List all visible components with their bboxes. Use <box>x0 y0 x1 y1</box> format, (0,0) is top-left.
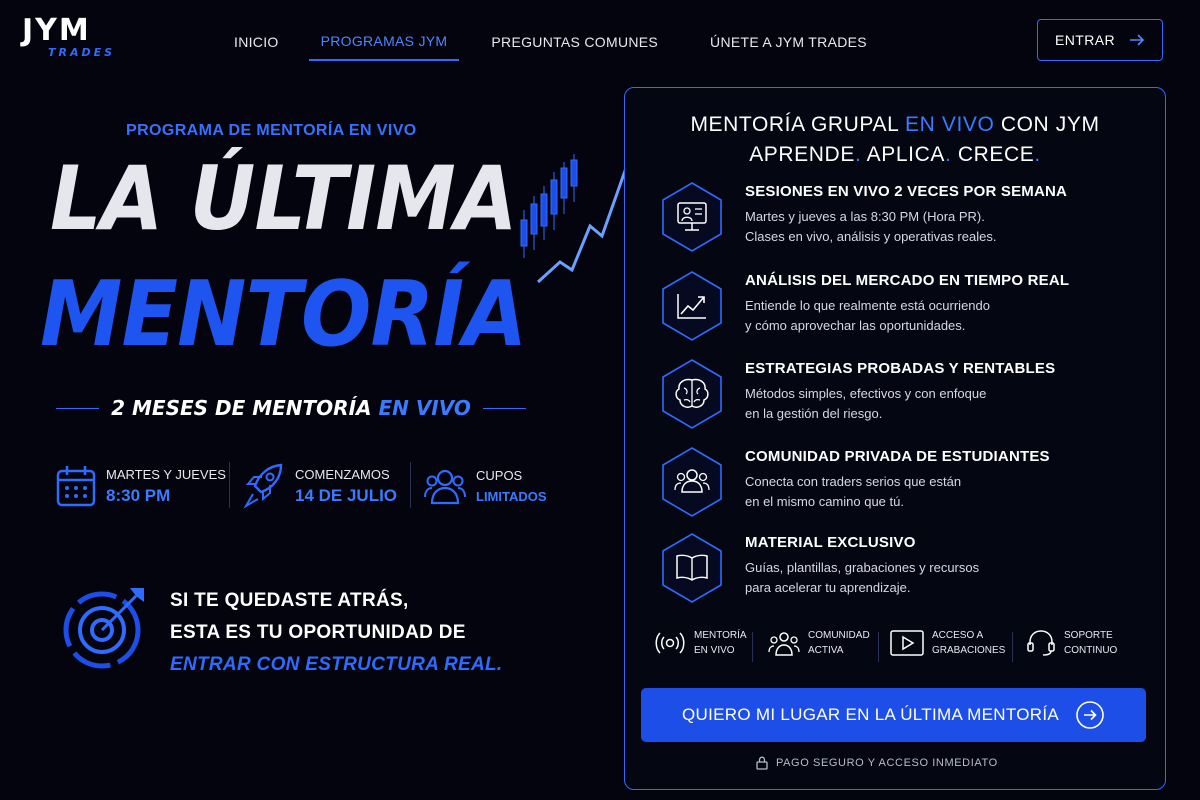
nav-item-programas[interactable]: PROGRAMAS JYM <box>309 23 460 61</box>
feature-description-line: y cómo aprovechar las oportunidades. <box>745 318 966 333</box>
feature-title: ANÁLISIS DEL MERCADO EN TIEMPO REAL <box>745 272 1070 289</box>
arrow-circle-right-icon <box>1075 700 1105 730</box>
feature-description-line: Martes y jueves a las 8:30 PM (Hora PR). <box>745 209 985 224</box>
feature-description-line: Conecta con traders serios que están <box>745 474 962 489</box>
book-icon <box>660 532 724 604</box>
headset-icon <box>1026 628 1056 658</box>
info-schedule <box>56 458 226 514</box>
divider <box>752 632 753 662</box>
login-button-label: ENTRAR <box>1055 32 1115 48</box>
info-label: MARTES Y JUEVES <box>106 466 226 482</box>
candlestick-chart-decoration <box>510 150 630 300</box>
info-start <box>243 458 397 514</box>
reserve-spot-button[interactable] <box>641 688 1146 742</box>
people-icon <box>768 629 800 657</box>
chart-growth-icon <box>660 270 724 342</box>
divider <box>229 462 230 508</box>
feature-item <box>660 358 1140 438</box>
feature-item <box>660 532 1140 612</box>
feature-title: MATERIAL EXCLUSIVO <box>745 534 916 551</box>
community-icon <box>660 446 724 518</box>
badge-label: GRABACIONES <box>932 645 1006 656</box>
info-label: COMENZAMOS <box>295 466 390 482</box>
card-title <box>624 113 1166 137</box>
badge-label: ACTIVA <box>808 645 844 656</box>
feature-item <box>660 270 1140 350</box>
badge-label: SOPORTE <box>1064 630 1113 641</box>
badge-live <box>654 628 747 658</box>
logo[interactable] <box>22 13 122 66</box>
reserve-spot-label: QUIERO MI LUGAR EN LA ÚLTIMA MENTORÍA <box>682 705 1059 724</box>
subtitle-accent: EN VIVO <box>378 396 471 420</box>
nav-item-unete[interactable]: ÚNETE A JYM TRADES <box>710 34 867 50</box>
badge-label: EN VIVO <box>694 645 735 656</box>
main-nav <box>222 22 879 62</box>
feature-description-line: Guías, plantillas, grabaciones y recursos <box>745 560 980 575</box>
message-line-highlight: ENTRAR CON ESTRUCTURA REAL. <box>170 654 503 675</box>
message-line: ESTA ES TU OPORTUNIDAD DE <box>170 622 466 643</box>
divider <box>1012 632 1013 662</box>
card-subtitle-dot: . <box>854 143 862 166</box>
play-icon <box>890 630 924 656</box>
feature-description <box>745 472 1125 512</box>
login-button[interactable] <box>1037 19 1163 61</box>
badge-recordings <box>890 628 1005 658</box>
card-subtitle-word: CRECE <box>957 143 1035 166</box>
live-session-icon <box>660 181 724 253</box>
broadcast-icon <box>654 629 686 657</box>
rocket-icon <box>243 462 285 510</box>
card-subtitle-word: APLICA <box>866 143 945 166</box>
info-value: 14 DE JULIO <box>295 485 398 505</box>
feature-title: COMUNIDAD PRIVADA DE ESTUDIANTES <box>745 448 1050 465</box>
feature-description-line: para acelerar tu aprendizaje. <box>745 580 911 595</box>
feature-description <box>745 558 1125 598</box>
feature-description <box>745 384 1125 424</box>
benefit-badges <box>650 628 1150 664</box>
badge-label: CONTINUO <box>1064 645 1118 656</box>
message-line: SI TE QUEDASTE ATRÁS, <box>170 590 409 611</box>
feature-description-line: Entiende lo que realmente está ocurriendo <box>745 298 990 313</box>
feature-description-line: en la gestión del riesgo. <box>745 406 883 421</box>
card-subtitle <box>624 143 1166 167</box>
feature-title: SESIONES EN VIVO 2 VECES POR SEMANA <box>745 183 1068 200</box>
logo-tagline: TRADES <box>48 46 116 59</box>
feature-description-line: Métodos simples, efectivos y con enfoque <box>745 386 987 401</box>
nav-item-inicio[interactable]: INICIO <box>234 34 279 50</box>
info-seats <box>424 458 547 514</box>
card-title-accent: EN VIVO <box>905 113 995 136</box>
arrow-right-icon <box>1129 34 1145 46</box>
card-subtitle-dot: . <box>1034 143 1041 166</box>
logo-wordmark: JYM <box>22 13 91 48</box>
hero-kicker: PROGRAMA DE MENTORÍA EN VIVO <box>126 122 417 139</box>
nav-item-preguntas[interactable]: PREGUNTAS COMUNES <box>491 34 659 50</box>
divider <box>410 462 411 508</box>
hero-subtitle <box>56 394 526 422</box>
hero-message <box>170 585 503 681</box>
card-title-part: CON JYM <box>1000 113 1100 136</box>
divider <box>483 408 526 409</box>
feature-item <box>660 181 1140 261</box>
divider <box>878 632 879 662</box>
info-label: CUPOS <box>476 468 523 483</box>
headline-line1: LA ÚLTIMA <box>50 147 517 250</box>
brain-icon <box>660 358 724 430</box>
feature-description <box>745 207 1125 247</box>
divider <box>56 408 99 409</box>
secure-note-text: PAGO SEGURO Y ACCESO INMEDIATO <box>776 757 998 769</box>
feature-description-line: en el mismo camino que tú. <box>745 494 904 509</box>
card-subtitle-dot: . <box>944 143 952 166</box>
subtitle-main: 2 MESES DE MENTORÍA <box>111 396 372 420</box>
secure-note <box>0 756 1200 770</box>
feature-description <box>745 296 1125 336</box>
users-icon <box>424 465 466 507</box>
card-subtitle-word: APRENDE <box>749 143 855 166</box>
info-value: 8:30 PM <box>106 485 171 505</box>
lock-icon <box>756 756 768 770</box>
badge-label: ACCESO A <box>932 630 984 641</box>
badge-label: MENTORÍA <box>694 630 747 641</box>
headline-line2: MENTORÍA <box>40 262 527 367</box>
info-value: LIMITADOS <box>476 489 547 504</box>
feature-description-line: Clases en vivo, análisis y operativas reales. <box>745 229 997 244</box>
feature-title: ESTRATEGIAS PROBADAS Y RENTABLES <box>745 360 1056 377</box>
card-title-part: MENTORÍA GRUPAL <box>690 113 899 136</box>
badge-support <box>1026 628 1117 658</box>
target-icon <box>58 582 150 674</box>
calendar-icon <box>56 464 96 508</box>
badge-label: COMUNIDAD <box>808 630 870 641</box>
feature-item <box>660 446 1140 526</box>
badge-community <box>768 628 870 658</box>
